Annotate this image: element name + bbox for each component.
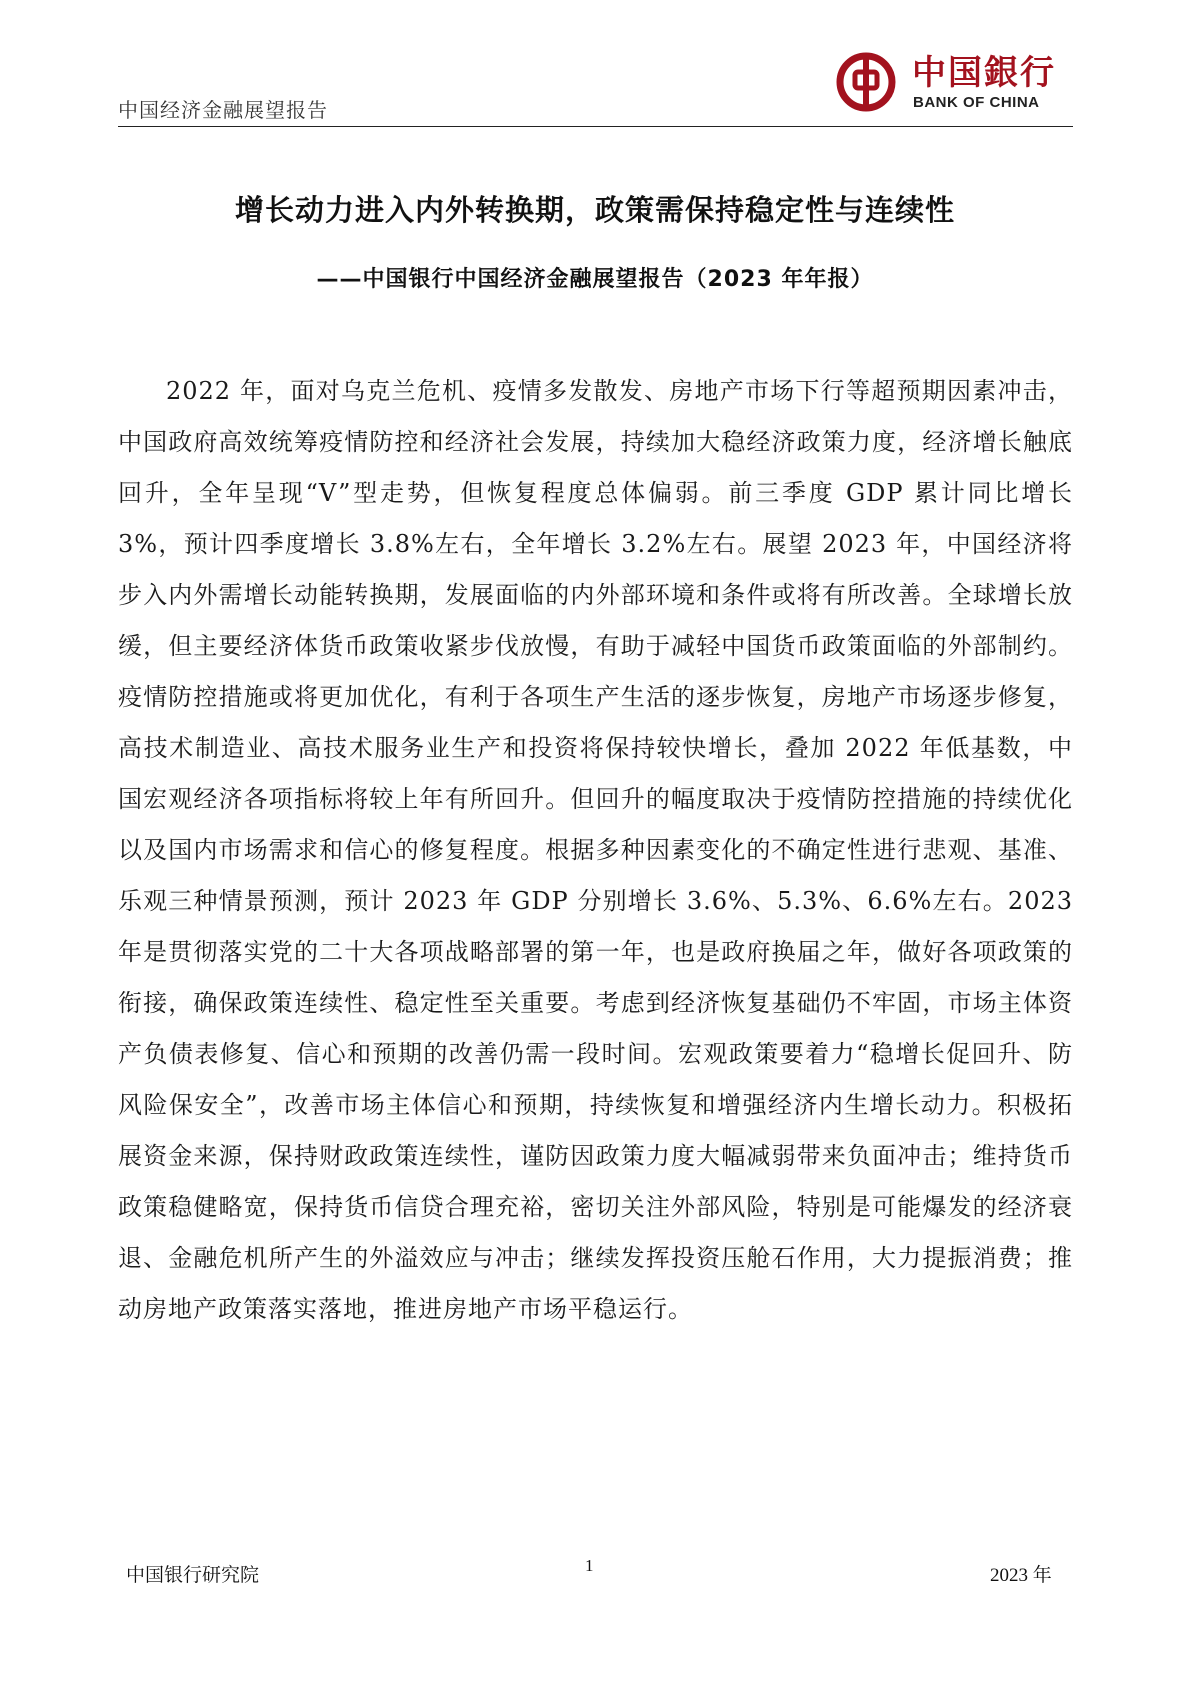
- header-divider: [118, 126, 1073, 127]
- bank-logo: [836, 52, 1076, 120]
- document-subtitle: ——中国银行中国经济金融展望报告（2023 年年报）: [316, 267, 874, 292]
- footer-page-number: 1: [585, 1556, 594, 1575]
- footer-institution: 中国银行研究院: [126, 1564, 260, 1586]
- logo-chinese-name: 中国銀行: [912, 53, 1056, 93]
- bank-of-china-logo-icon: [836, 52, 896, 112]
- footer-year: 2023 年: [990, 1565, 1052, 1586]
- document-title: 增长动力进入内外转换期，政策需保持稳定性与连续性: [234, 193, 955, 227]
- logo-english-name: BANK OF CHINA: [913, 94, 1040, 111]
- body-paragraph: 2022 年，面对乌克兰危机、疫情多发散发、房地产市场下行等超预期因素冲击，中国政府高效统筹疫情防控和经济社会发展，持续加大稳经济政策力度，经济增长触底回升，全年呈现“V”型走势，但恢复程度总体偏弱。前三季度 GDP 累计同比增长 3%，预计四季度增长 3.8%左右，全年增长 3.2%左右。展望 2023 年，中国经济将步入内外需增长动能转换期，发展面临的内外部环境和条件或将有所改善。全球增长放缓，但主要经济体货币政策收紧步伐放慢，有助于减轻中国货币政策面临的外部制约。疫情防控措施或将更加优化，有利于各项生产生活的逐步恢复，房地产市场逐步修复，高技术制造业、高技术服务业生产和投资将保持较快增长，叠加 2022 年低基数，中国宏观经济各项指标将较上年有所回升。但回升的幅度取决于疫情防控措施的持续优化以及国内市场需求和信心的修复程度。根据多种因素变化的不确定性进行悲观、基准、乐观三种情景预测，预计 2023 年 GDP 分别增长 3.6%、5.3%、6.6%左右。2023 年是贯彻落实党的二十大各项战略部署的第一年，也是政府换届之年，做好各项政策的衔接，确保政策连续性、稳定性至关重要。考虑到经济恢复基础仍不牢固，市场主体资产负债表修复、信心和预期的改善仍需一段时间。宏观政策要着力“稳增长促回升、防风险保安全”，改善市场主体信心和预期，持续恢复和增强经济内生增长动力。积极拓展资金来源，保持财政政策连续性，谨防因政策力度大幅减弱带来负面冲击；维持货币政策稳健略宽，保持货币信贷合理充裕，密切关注外部风险，特别是可能爆发的经济衰退、金融危机所产生的外溢效应与冲击；继续发挥投资压舱石作用，大力提振消费；推动房地产政策落实落地，推进房地产市场平稳运行。: [118, 377, 1073, 1323]
- header-report-name: 中国经济金融展望报告: [118, 98, 328, 122]
